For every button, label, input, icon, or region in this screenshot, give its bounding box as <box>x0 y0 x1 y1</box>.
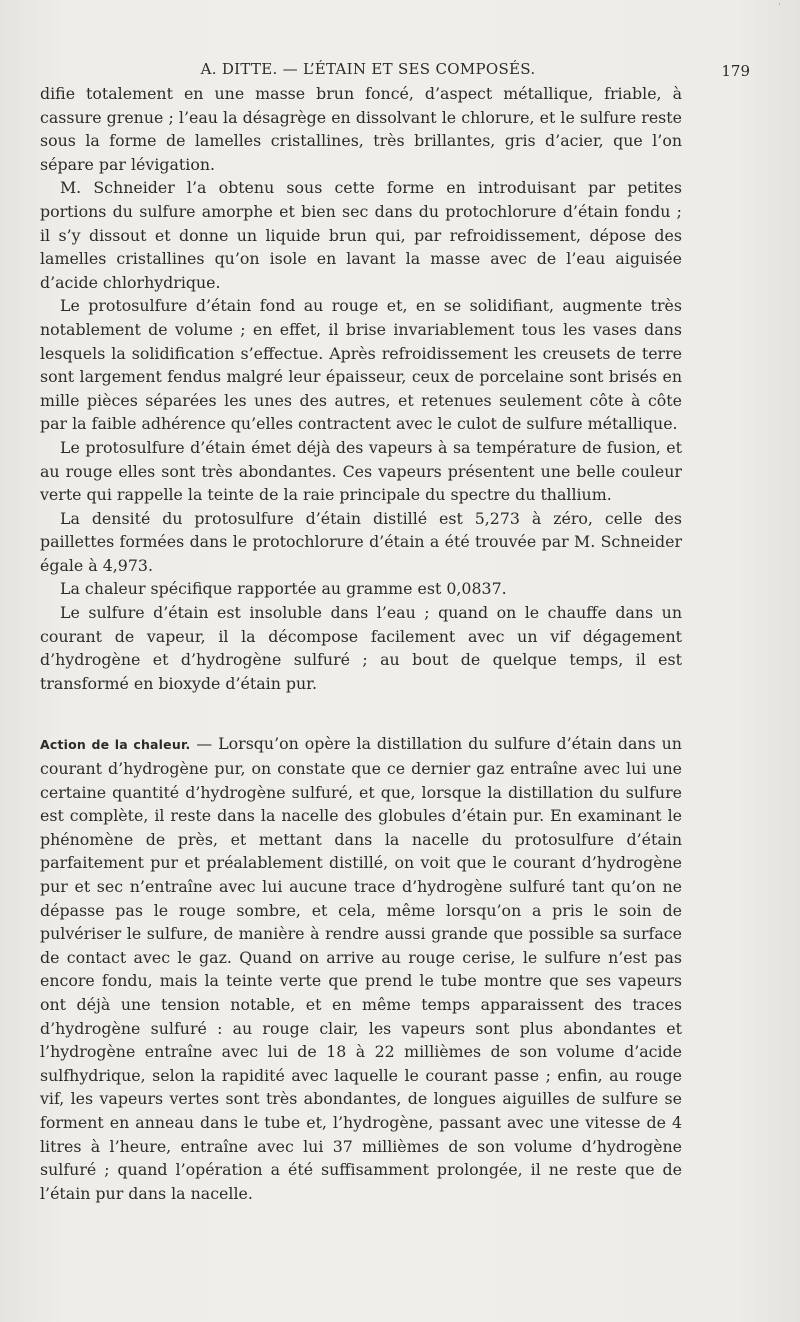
body-text <box>40 82 682 1205</box>
paragraph-schneider-method: M. Schneider l’a obtenu sous cette forme en introduisant par petites portions du sulfure amorphe et bien sec dans du protochlorure d’étain fondu ; il s’y dissout et donne un liquide brun qui, par refroidissement, dépose des lamelles cristallines qu’on isole en lavant la masse avec de l’eau aiguisée d’acide chlorhydrique. <box>40 178 682 292</box>
section-title: Action de la chaleur. <box>40 737 191 753</box>
running-head: A. DITTE. — L’ÉTAIN ET SES COMPOSÉS. <box>200 60 536 78</box>
paragraph-specific-heat: La chaleur spécifique rapportée au gramme est 0,0837. <box>60 579 507 599</box>
section-body: Lorsqu’on opère la distillation du sulfure d’étain dans un courant d’hydrogène pur, on constate que ce dernier gaz entraîne avec lui une certaine quantité d’hydrogène sulfuré, et que, lorsque la distillation du sulfure est complète, il reste dans la nacelle des globules d’étain pur. En examinant le phénomène de près, et mettant dans la nacelle du protosulfure d’étain parfaitement pur et préalablement distillé, on voit que le courant d’hydrogène pur et sec n’entraîne avec lui aucune trace d’hydrogène sulfuré tant qu’on ne dépasse pas le rouge sombre, et cela, même lorsqu’on a pris le soin de pulvériser le sulfure, de manière à rendre aussi grande que possible sa surface de contact avec le gaz. Quand on arrive au rouge cerise, le sulfure n’est pas encore fondu, mais la teinte verte que prend le tube montre que ses vapeurs ont déjà une tension notable, et en même temps apparaissent des traces d’hydrogène sulfuré : au rouge clair, les vapeurs sont plus abondantes et l’hydrogène entraîne avec lui de 18 à 22 millièmes de son volume d’acide sulfhydrique, selon la rapidité avec laquelle le courant passe ; enfin, au rouge vif, les vapeurs vertes sont très abondantes, de longues aiguilles de sulfure se forment en anneau dans le tube et, l’hydrogène, passant avec une vitesse de 4 litres à l’heure, entraîne avec lui 37 millièmes de son volume d’hydrogène sulfuré ; quand l’opération a été suffisamment prolongée, il ne reste que de l’étain pur dans la nacelle. <box>40 734 682 1203</box>
section-dash: — <box>190 734 219 754</box>
paragraph-vapors: Le protosulfure d’étain émet déjà des vapeurs à sa température de fusion, et au rouge elles sont très abondantes. Ces vapeurs présentent une belle couleur verte qui rappelle la teinte de la raie principale du spectre du thallium. <box>40 437 682 505</box>
page-number: 179 <box>721 62 750 80</box>
paragraph-density: La densité du protosulfure d’étain distillé est 5,273 à zéro, celle des paillettes formées dans le protochlorure d’étain a été trouvée par M. Schneider égale à 4,973. <box>40 508 682 575</box>
paragraph-solubility: Le sulfure d’étain est insoluble dans l’eau ; quand on le chauffe dans un courant de vapeur, il la décompose facilement avec un vif dégagement d’hydrogène et d’hydrogène sulfuré ; au bout de quelque temps, il est transformé en bioxyde d’étain pur. <box>40 603 682 693</box>
paragraph-melting: Le protosulfure d’étain fond au rouge et, en se solidifiant, augmente très notablement de volume ; en effet, il brise invariablement tous les vases dans lesquels la solidification s’effectue. Après refroidissement les creusets de terre sont largement fendus malgré leur épaisseur, ceux de porcelaine sont brisés en mille pièces séparées les unes des autres, et retenues seulement côte à côte par la faible adhérence qu’elles contractent avec le culot de sulfure métallique. <box>40 296 682 434</box>
paragraph-continuation: difie totalement en une masse brun foncé, d’aspect métallique, friable, à cassure grenue ; l’eau la désagrège en dissolvant le chlorure, et le sulfure reste sous la forme de lamelles cristallines, très brillantes, gris d’acier, que l’on sépare par lévigation. <box>40 84 682 174</box>
margin-mark: · <box>778 0 781 10</box>
page-header <box>40 60 750 82</box>
section-action-chaleur <box>40 732 682 1205</box>
